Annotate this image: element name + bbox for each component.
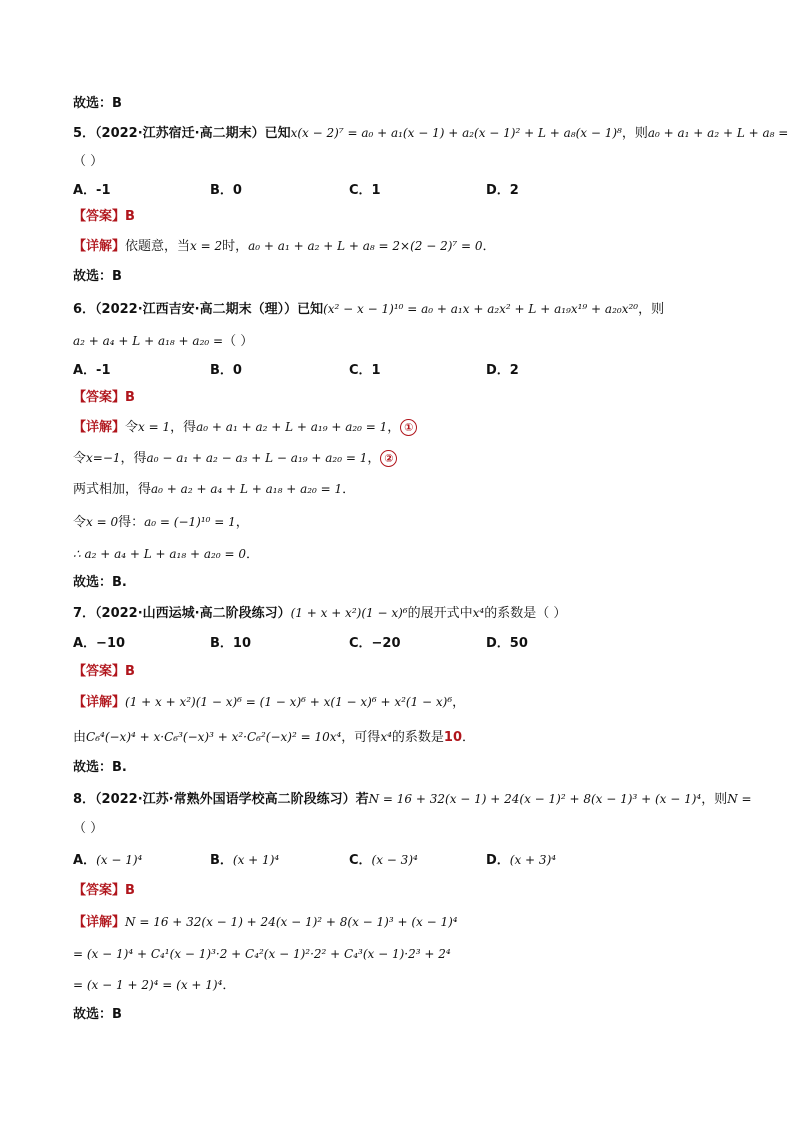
math-expression: a₀ + a₁ + a₂ + L + a₁₉ + a₂₀ = 1	[196, 420, 388, 434]
question-source: （2022·江苏·常熟外国语学校高二阶段练习）若	[95, 792, 369, 807]
question-number: 5．	[73, 126, 96, 141]
question-7-detail-2	[73, 728, 754, 747]
math-expression: N = 16 + 32(x − 1) + 24(x − 1)² + 8(x − 1)³ + (x − 1)⁴	[125, 915, 458, 929]
math-expression: ∴ a₂ + a₄ + L + a₁₈ + a₂₀ = 0	[73, 547, 246, 561]
math-expression: x = 1	[138, 420, 171, 434]
option-letter: C．	[349, 853, 372, 868]
option-c: C．1	[349, 363, 381, 378]
option-letter: B．	[210, 853, 233, 868]
choice-text: 故选：B.	[73, 575, 127, 590]
punctuation: ．	[462, 730, 476, 745]
detail-text: 时，	[222, 239, 249, 254]
choice-text: 故选：B	[73, 96, 122, 111]
math-expression: = (x − 1 + 2)⁴ = (x + 1)⁴	[73, 978, 223, 992]
math-expression: a₀ = (−1)¹⁰ = 1	[144, 515, 236, 529]
detail-tag: 【详解】	[73, 695, 126, 710]
math-expression: a₀ + a₂ + a₄ + L + a₁₈ + a₂₀ = 1	[151, 482, 343, 496]
question-8-detail-2	[73, 945, 754, 964]
option-c: C．−20	[349, 636, 401, 651]
math-expression: = (x − 1)⁴ + C₄¹(x − 1)³·2 + C₄²(x − 1)²·2² + C₄³(x − 1)·2³ + 2⁴	[73, 947, 451, 961]
question-text: 的展开式中	[407, 606, 473, 621]
option-b	[210, 851, 279, 870]
option-b: B．10	[210, 636, 251, 651]
math-expression: a₂ + a₄ + L + a₁₈ + a₂₀ =	[73, 334, 224, 348]
detail-text: ，得	[170, 420, 197, 435]
detail-tag: 【详解】	[73, 239, 126, 254]
question-source: （2022·江苏宿迁·高二期末）已知	[95, 126, 291, 141]
circled-marker-2: ②	[380, 450, 397, 467]
punctuation: ，	[367, 451, 381, 466]
punctuation: ．	[482, 239, 496, 254]
option-letter: A．	[73, 853, 97, 868]
question-6-step-5	[73, 545, 754, 564]
question-6-step-4	[73, 513, 754, 532]
answer-tag: 【答案】B	[73, 209, 135, 224]
question-8-detail-1	[73, 913, 754, 932]
option-a: A．-1	[73, 183, 111, 198]
math-expression: (x + 1)⁴	[232, 853, 280, 867]
answer-tag: 【答案】B	[73, 883, 135, 898]
punctuation: ．	[342, 482, 356, 497]
choice-text: 故选：B.	[73, 760, 127, 775]
option-d: D．2	[486, 363, 519, 378]
answer-tag: 【答案】B	[73, 664, 135, 679]
detail-text: ，得	[120, 451, 147, 466]
question-text: ，则	[701, 792, 728, 807]
question-6-ask	[73, 332, 754, 351]
detail-text: 令	[73, 451, 87, 466]
question-8-stem	[73, 790, 754, 809]
math-expression: x(x − 2)⁷ = a₀ + a₁(x − 1) + a₂(x − 1)² + L + a₈(x − 1)⁸	[290, 126, 622, 140]
math-expression: x⁴	[472, 606, 485, 620]
question-text: ，则	[621, 126, 648, 141]
question-source: （2022·江西吉安·高二期末（理））已知	[95, 302, 324, 317]
question-number: 7．	[73, 606, 96, 621]
question-6-step-2	[73, 449, 754, 468]
detail-text: ，可得	[341, 730, 381, 745]
question-5-answer	[73, 208, 754, 226]
punctuation: ，	[387, 420, 401, 435]
highlighted-value: 10	[443, 730, 462, 745]
detail-text: 两式相加，得	[73, 482, 152, 497]
option-d: D．50	[486, 636, 528, 651]
detail-text: 由	[73, 730, 87, 745]
question-number: 8．	[73, 792, 96, 807]
math-expression: N =	[727, 792, 752, 806]
answer-tag: 【答案】B	[73, 390, 135, 405]
option-a	[73, 851, 142, 870]
question-5-detail	[73, 237, 754, 256]
math-expression: (x² − x − 1)¹⁰ = a₀ + a₁x + a₂x² + L + a₁₉x¹⁹ + a₂₀x²⁰	[323, 302, 639, 316]
math-expression: (1 + x + x²)(1 − x)⁶ = (1 − x)⁶ + x(1 − x)⁶ + x²(1 − x)⁶	[125, 695, 453, 709]
math-expression: C₆⁴(−x)⁴ + x·C₆³(−x)³ + x²·C₆²(−x)² = 10x⁴	[86, 730, 342, 744]
math-expression: (x + 3)⁴	[509, 853, 557, 867]
question-source: （2022·山西运城·高二阶段练习）	[95, 606, 291, 621]
answer-choice-previous	[73, 95, 754, 113]
question-text: 的系数是（ ）	[484, 606, 567, 621]
option-b: B．0	[210, 363, 242, 378]
math-expression: x=−1	[86, 451, 121, 465]
question-text: ，则	[638, 302, 665, 317]
question-6-stem	[73, 300, 754, 319]
question-8-detail-3	[73, 976, 754, 995]
punctuation: ．	[222, 978, 236, 993]
punctuation: ，	[452, 695, 466, 710]
math-expression: a₀ + a₁ + a₂ + L + a₈ = 2×(2 − 2)⁷ = 0	[248, 239, 483, 253]
detail-tag: 【详解】	[73, 420, 126, 435]
punctuation: ，	[235, 515, 249, 530]
answer-blank: （ ）	[73, 154, 104, 169]
detail-text: 依题意，当	[125, 239, 191, 254]
question-6-choose	[73, 574, 754, 592]
question-6-step-3	[73, 480, 754, 499]
detail-text: 的系数是	[391, 730, 444, 745]
question-7-answer	[73, 663, 754, 681]
question-7-choose	[73, 759, 754, 777]
detail-tag: 【详解】	[73, 915, 126, 930]
question-6-answer	[73, 389, 754, 407]
option-a: A．-1	[73, 363, 111, 378]
math-expression: a₀ + a₁ + a₂ + L + a₈ =	[647, 126, 789, 140]
question-number: 6．	[73, 302, 96, 317]
question-7-stem	[73, 604, 754, 623]
question-8-answer	[73, 882, 754, 900]
math-expression: x = 0	[86, 515, 119, 529]
detail-text: 令	[125, 420, 139, 435]
option-c: C．1	[349, 183, 381, 198]
answer-blank: （ ）	[73, 821, 104, 836]
question-6-step-1	[73, 418, 754, 437]
answer-blank: （ ）	[223, 334, 254, 349]
question-5-stem	[73, 124, 789, 143]
question-7-detail-1	[73, 693, 754, 712]
math-expression: x = 2	[190, 239, 223, 253]
math-expression: (1 + x + x²)(1 − x)⁶	[290, 606, 408, 620]
option-b: B．0	[210, 183, 242, 198]
detail-text: 令	[73, 515, 87, 530]
choice-text: 故选：B	[73, 1007, 122, 1022]
punctuation: ．	[245, 547, 259, 562]
choice-text: 故选：B	[73, 269, 122, 284]
option-d	[486, 851, 556, 870]
question-5-paren	[73, 153, 754, 171]
question-5-choose	[73, 268, 754, 286]
option-c	[349, 851, 418, 870]
detail-text: 得：	[118, 515, 145, 530]
option-a: A．−10	[73, 636, 126, 651]
option-letter: D．	[486, 853, 510, 868]
question-8-choose	[73, 1006, 754, 1024]
math-expression: a₀ − a₁ + a₂ − a₃ + L − a₁₉ + a₂₀ = 1	[146, 451, 368, 465]
option-d: D．2	[486, 183, 519, 198]
question-8-paren	[73, 820, 754, 838]
math-expression: x⁴	[380, 730, 392, 744]
circled-marker-1: ①	[400, 419, 417, 436]
math-expression: (x − 3)⁴	[371, 853, 418, 867]
math-expression: (x − 1)⁴	[96, 853, 143, 867]
math-expression: N = 16 + 32(x − 1) + 24(x − 1)² + 8(x − 1)³ + (x − 1)⁴	[368, 792, 702, 806]
